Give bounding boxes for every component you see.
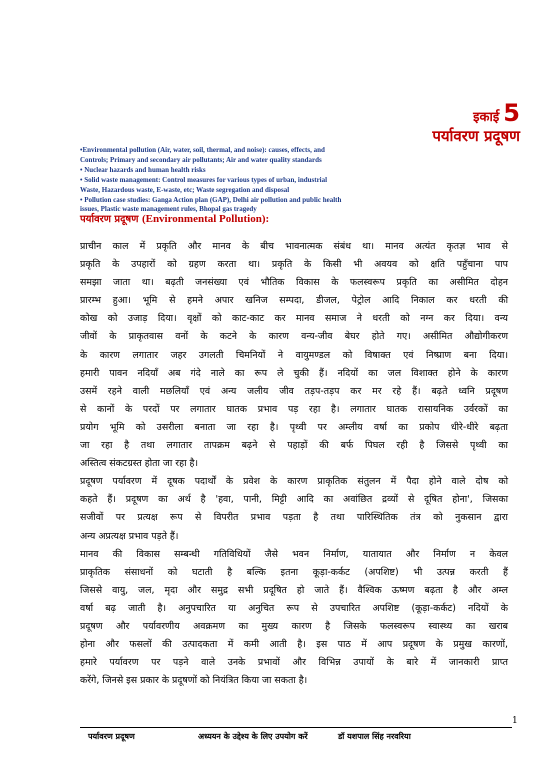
body-line: प्रदूषण और पर्यावरणीय अवक्रमण का मुख्य कारण है जिसके फलस्वरूप स्वास्थ्य का खराब [80,620,508,632]
section-heading-english: (Environmental Pollution): [141,213,270,225]
syllabus-line: • Pollution case studies: Ganga Action plan (GAP), Delhi air pollution and public health [80,195,342,204]
body-line: प्रयोग भूमि को उसरीला बनाता जा रहा है। पृथ्वी पर अम्लीय वर्षा का प्रकोप धीरे-धीरे बढ़ता [80,421,508,433]
unit-label: इकाई [473,110,500,125]
body-line: वर्षा बढ़ जाती है। अनुपचारित या अनुचित रूप से उपचारित अपशिष्ट (कूड़ा-कर्कट) नदियों के [80,602,508,614]
page-footer [80,728,512,746]
footer-left: पर्यावरण प्रदूषण [88,732,135,741]
body-line: जीवों के प्राकृतवास वनों के कटने के कारण वन्य-जीव बेघर होते गए। असीमित औद्योगीकरण [80,331,508,343]
body-line: प्रकृति के उपहारों को ग्रहण करता था। प्रकृति के किसी भी अवयव को क्षति पहुँचाना पाप [80,259,508,271]
body-line: होना और फसलों की उत्पादकता में कमी आती है। इस पाठ में आप प्रदूषण के प्रमुख कारणों, [80,639,508,651]
page-number: 1 [512,716,518,726]
body-line: से कानों के परदों पर लगातार घातक प्रभाव पड़ रहा है। लगातार घातक रासायनिक उर्वरकों का [80,403,508,415]
body-line: के कारण लगातार जहर उगलती चिमनियों ने वायुमण्डल को विषाक्त एवं निष्प्राण बना दिया। [80,349,508,361]
syllabus-line: Waste, Hazardous waste, E-waste, etc; Waste segregation and disposal [80,185,290,194]
syllabus-line: issues, Plastic waste management rules, Bhopal gas tragedy [80,205,257,214]
unit-heading [473,99,520,127]
syllabus-line: Controls; Primary and secondary air pollutants; Air and water quality standards [80,155,322,164]
body-line: अन्य अप्रत्यक्ष प्रभाव पड़ते हैं। [80,530,179,542]
body-line: अस्तित्व संकटग्रस्त होता जा रहा है। [80,458,199,470]
body-line: समझा जाता था। बढ़ती जनसंख्या एवं भौतिक विकास के फलस्वरूप प्रकृति का असीमित दोहन [80,277,508,289]
syllabus-line: • Solid waste management: Control measures for various types of urban, industrial [80,175,328,184]
section-heading-hindi: पर्यावरण प्रदूषण [80,214,139,225]
syllabus-line: •Environmental pollution (Air, water, soil, thermal, and noise): causes, effects, and [80,146,325,154]
syllabus-box [80,146,480,215]
body-line: कोख को उजाड़ दिया। वृक्षों को काट-काट कर मानव समाज ने धरती को नग्न कर दिया। वन्य [80,313,508,325]
body-line: कहते हैं। प्रदूषण का अर्थ है 'हवा, पानी, मिट्टी आदि का अवांछित द्रव्यों से दूषित होना', जिसका [80,494,508,506]
body-line: प्रदूषण पर्यावरण में दूषक पदार्थों के प्रवेश के कारण प्राकृतिक संतुलन में पैदा होने वाले दोष को [80,476,508,488]
body-line: जिससे वायु, जल, मृदा और समुद्र सभी प्रदूषित हो जाते हैं। वैश्विक ऊष्मण बढ़ता है और अम्ल [80,584,508,596]
body-line: प्राकृतिक संसाधनों को घटाती है बल्कि इतना कूड़ा-कर्कट (अपशिष्ट) भी उत्पन्न करती हैं [80,566,508,578]
body-line: हमारी पावन नदियाँ अब गंदे नाले का रूप ले चुकी हैं। नदियों का जल विशाक्त होने के कारण [80,367,508,379]
section-heading [80,211,269,225]
body-line: करेंगे, जिनसे इस प्रकार के प्रदूषणों को नियंत्रित किया जा सकता है। [80,675,308,687]
footer-right: डॉ यशपाल सिंह नरवरिया [338,732,411,741]
body-line: उसमें रहने वाली मछलियाँ एवं अन्य जलीय जीव तड़प-तड़प कर मर रहे हैं। बढ़ते ध्वनि प्रदूषण [80,385,508,397]
chapter-title: पर्यावरण प्रदूषण [432,127,520,145]
unit-number: 5 [503,99,520,127]
body-line: मानव की विकास सम्बन्धी गतिविधियों जैसे भवन निर्माण, यातायात और निर्माण न केवल [80,548,508,560]
body-line: जा रहा है तथा लगातार तापक्रम बढ़ने से पहाड़ों की बर्फ पिघल रही है जिससे पृथ्वी का [80,440,508,452]
body-line: सजीवों पर प्रत्यक्ष रूप से विपरीत प्रभाव पड़ता है तथा पारिस्थितिक तंत्र को नुकसान द्वारा [80,512,508,524]
syllabus-line: • Nuclear hazards and human health risks [80,165,206,174]
body-line: प्रारम्भ हुआ। भूमि से हमने अपार खनिज सम्पदा, डीजल, पेट्रोल आदि निकाल कर धरती की [80,295,508,307]
body-line: प्राचीन काल में प्रकृति और मानव के बीच भावनात्मक संबंध था। मानव अत्यंत कृतज्ञ भाव से [80,241,508,252]
footer-center: अध्ययन के उद्देश्य के लिए उपयोग करें [198,732,308,741]
body-text [80,238,508,690]
body-line: हमारे पर्यावरण पर पड़ने वाले उनके प्रभावों और विभिन्न उपायों के बारे में जानकारी प्राप्त [80,657,508,669]
